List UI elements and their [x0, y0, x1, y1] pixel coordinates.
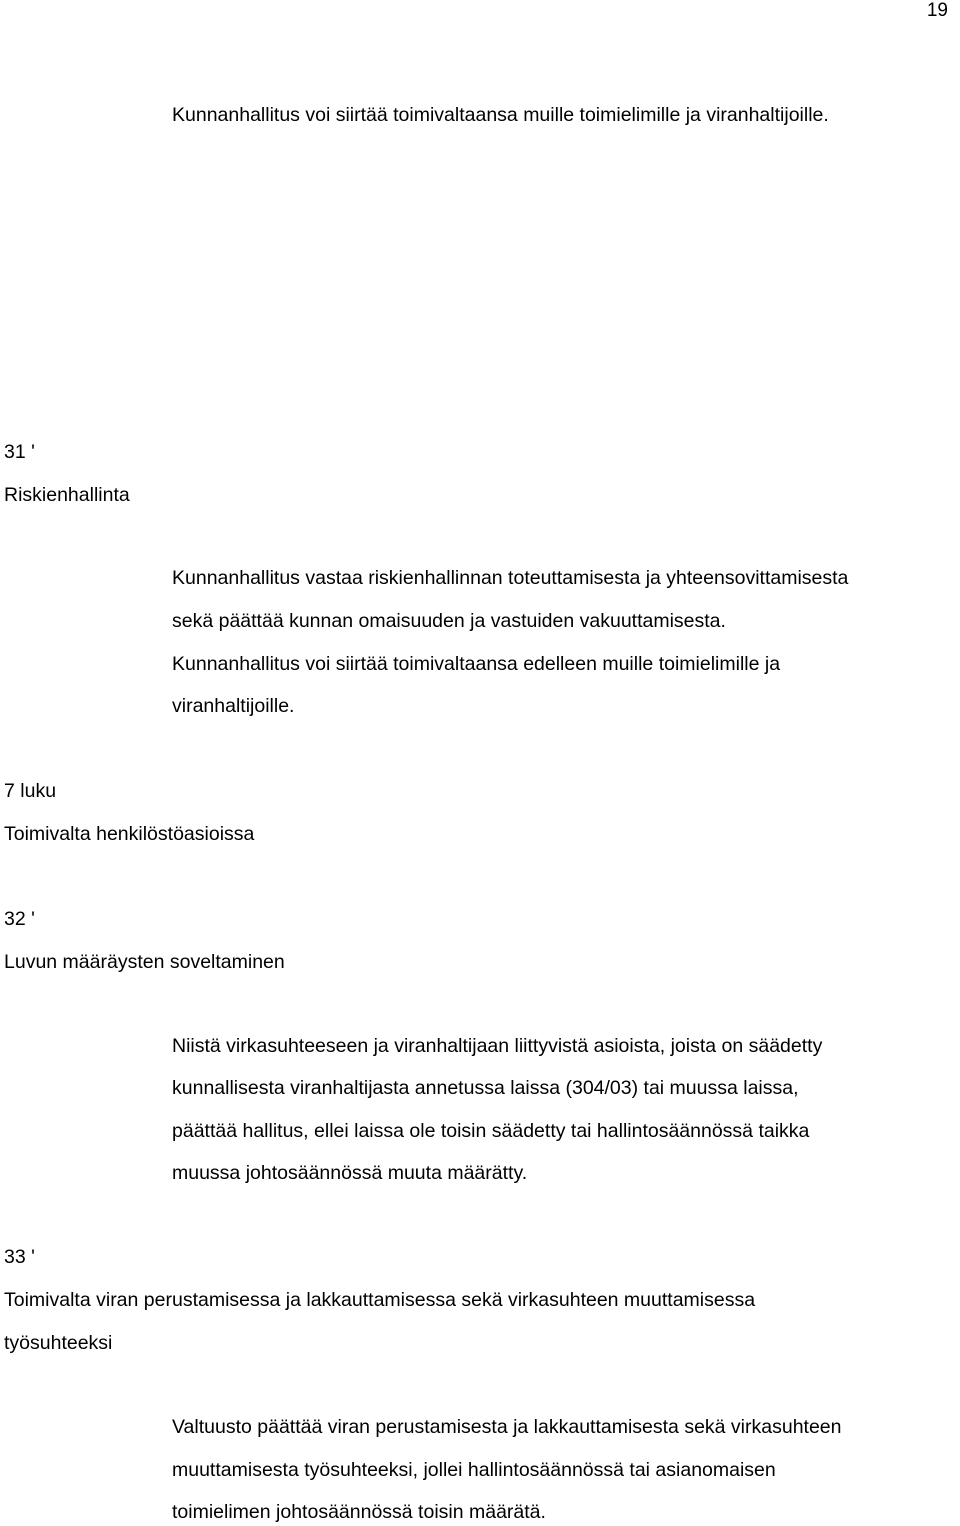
section-number: 32 ' — [4, 908, 35, 930]
paragraph-line: muuttamisesta työsuhteeksi, jollei hallintosäännössä tai asianomaisen — [172, 1459, 776, 1481]
paragraph-line: päättää hallitus, ellei laissa ole toisin säädetty tai hallintosäännössä taikka — [172, 1120, 810, 1142]
chapter-title: Toimivalta henkilöstöasioissa — [4, 823, 255, 845]
chapter-number: 7 luku — [4, 780, 57, 802]
paragraph-line: Kunnanhallitus voi siirtää toimivaltaansa edelleen muille toimielimille ja — [172, 653, 781, 675]
section-title: Toimivalta viran perustamisessa ja lakkauttamisessa sekä virkasuhteen muuttamisessa — [4, 1289, 756, 1311]
paragraph-line: sekä päättää kunnan omaisuuden ja vastuiden vakuuttamisesta. — [172, 610, 726, 632]
section-title: työsuhteeksi — [4, 1332, 113, 1354]
section-number: 33 ' — [4, 1246, 35, 1268]
page-number: 19 — [926, 0, 948, 21]
section-number: 31 ' — [4, 441, 35, 463]
paragraph-line: Niistä virkasuhteeseen ja viranhaltijaan liittyvistä asioista, joista on säädetty — [172, 1035, 823, 1057]
paragraph-line: Kunnanhallitus vastaa riskienhallinnan toteuttamisesta ja yhteensovittamisesta — [172, 567, 849, 589]
section-title: Luvun määräysten soveltaminen — [4, 951, 285, 973]
paragraph-line: Valtuusto päättää viran perustamisesta ja lakkauttamisesta sekä virkasuhteen — [172, 1416, 842, 1438]
paragraph-line: kunnallisesta viranhaltijasta annetussa laissa (304/03) tai muussa laissa, — [172, 1077, 799, 1099]
paragraph-line: viranhaltijoille. — [172, 695, 295, 717]
paragraph-line: toimielimen johtosäännössä toisin määrätä. — [172, 1501, 546, 1523]
section-title: Riskienhallinta — [4, 484, 130, 506]
paragraph-line: Kunnanhallitus voi siirtää toimivaltaansa muille toimielimille ja viranhaltijoille. — [172, 104, 829, 126]
paragraph-line: muussa johtosäännössä muuta määrätty. — [172, 1162, 528, 1184]
